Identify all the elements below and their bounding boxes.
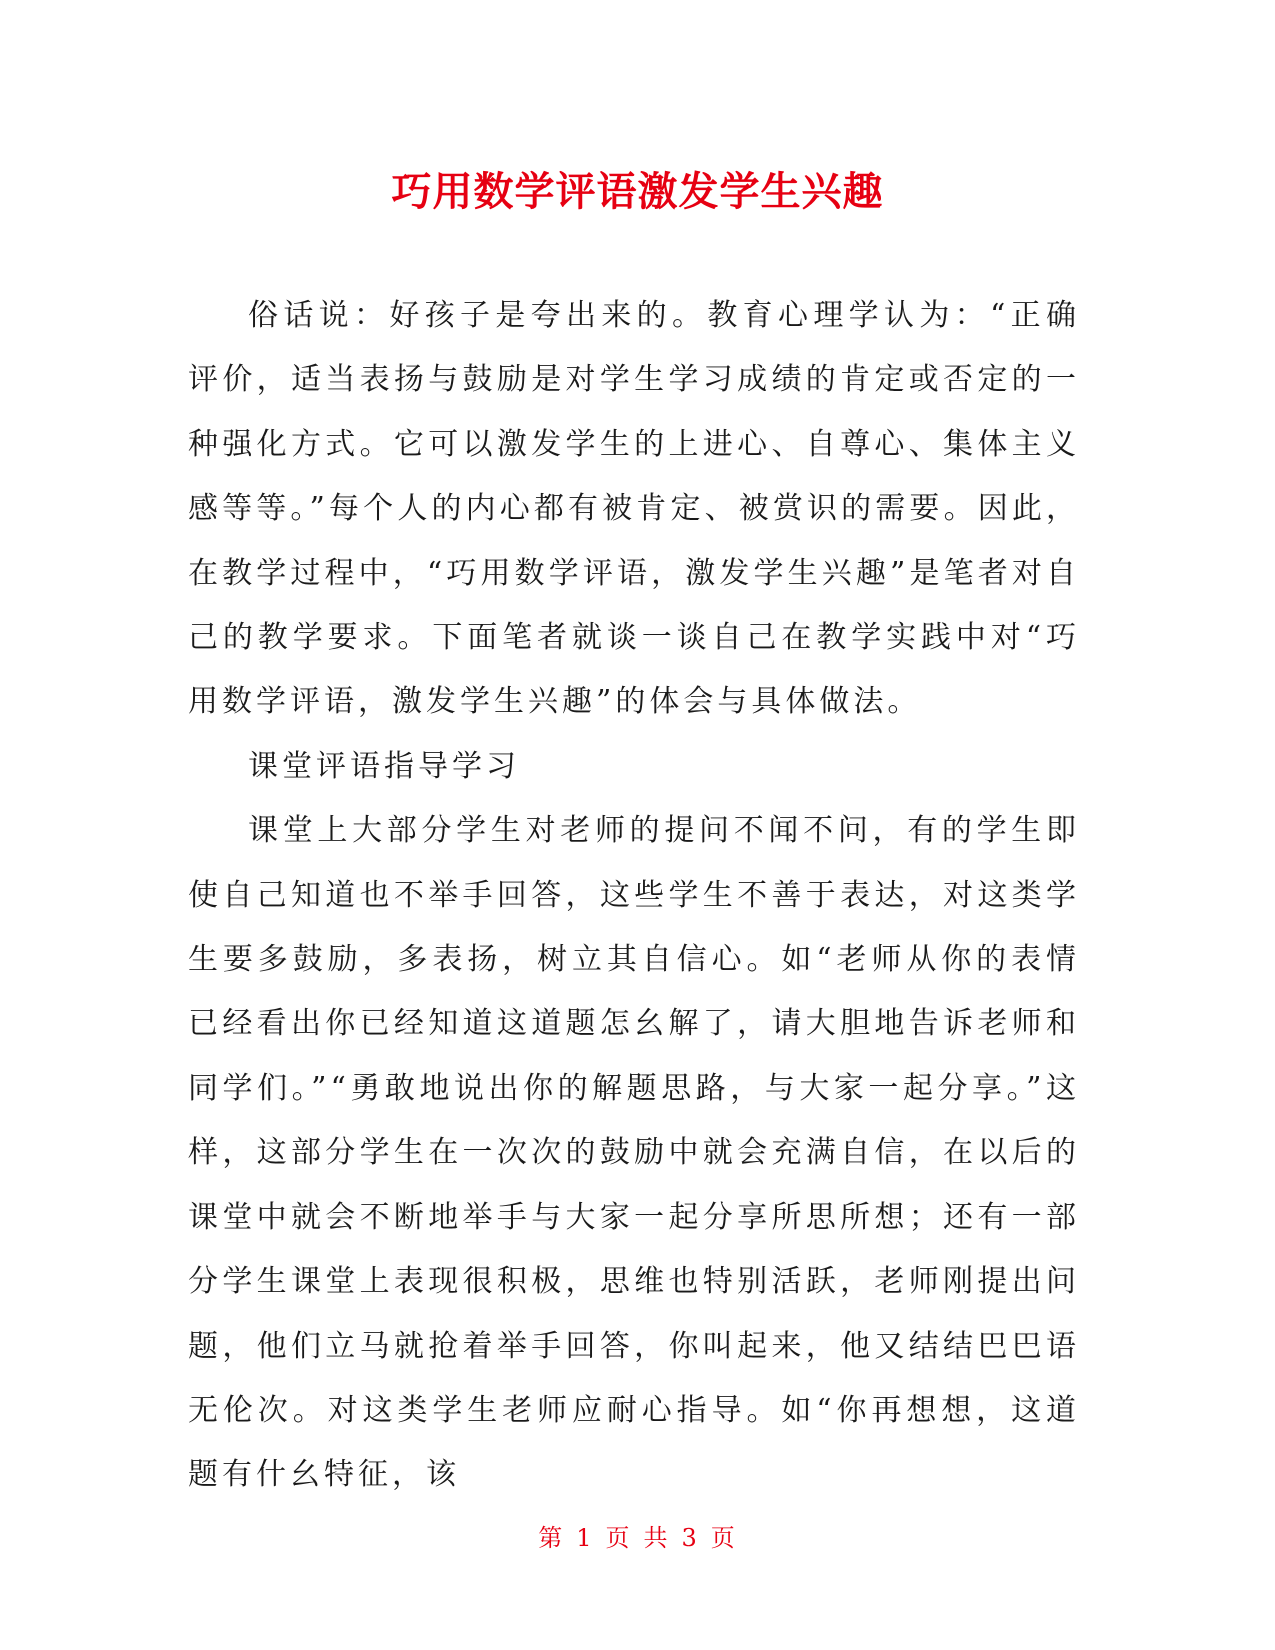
- section-heading: 课堂评语指导学习: [248, 748, 520, 784]
- document-title: 巧用数学评语激发学生兴趣: [391, 169, 884, 215]
- footer-current-page: 1: [576, 1524, 594, 1552]
- document-body: [188, 284, 1080, 1508]
- page-footer: [0, 1518, 1275, 1553]
- footer-total-pages: 3: [681, 1524, 699, 1552]
- footer-total-label: 共: [643, 1524, 670, 1552]
- footer-total-unit: 页: [710, 1524, 737, 1552]
- footer-page-label: 第: [538, 1524, 565, 1552]
- paragraph-intro: 俗话说：好孩子是夸出来的。教育心理学认为：“正确评价，适当表扬与鼓励是对学生学习成绩的肯定或否定的一种强化方式。它可以激发学生的上进心、自尊心、集体主义感等等。”每个人的内心都有被肯定、被赏识的需要。因此，在教学过程中，“巧用数学评语，激发学生兴趣”是笔者对自己的教学要求。下面笔者就谈一谈自己在教学实践中对“巧用数学评语，激发学生兴趣”的体会与具体做法。: [188, 298, 1080, 720]
- paragraph-classroom: 课堂上大部分学生对老师的提问不闻不问，有的学生即使自己知道也不举手回答，这些学生不善于表达，对这类学生要多鼓励，多表扬，树立其自信心。如“老师从你的表情已经看出你已经知道这道题怎幺解了，请大胆地告诉老师和同学们。”“勇敢地说出你的解题思路，与大家一起分享。”这样，这部分学生在一次次的鼓励中就会充满自信，在以后的课堂中就会不断地举手与大家一起分享所思所想；还有一部分学生课堂上表现很积极，思维也特别活跃，老师刚提出问题，他们立马就抢着举手回答，你叫起来，他又结结巴巴语无伦次。对这类学生老师应耐心指导。如“你再想想，这道题有什幺特征，该: [188, 813, 1080, 1493]
- footer-page-unit: 页: [605, 1524, 632, 1552]
